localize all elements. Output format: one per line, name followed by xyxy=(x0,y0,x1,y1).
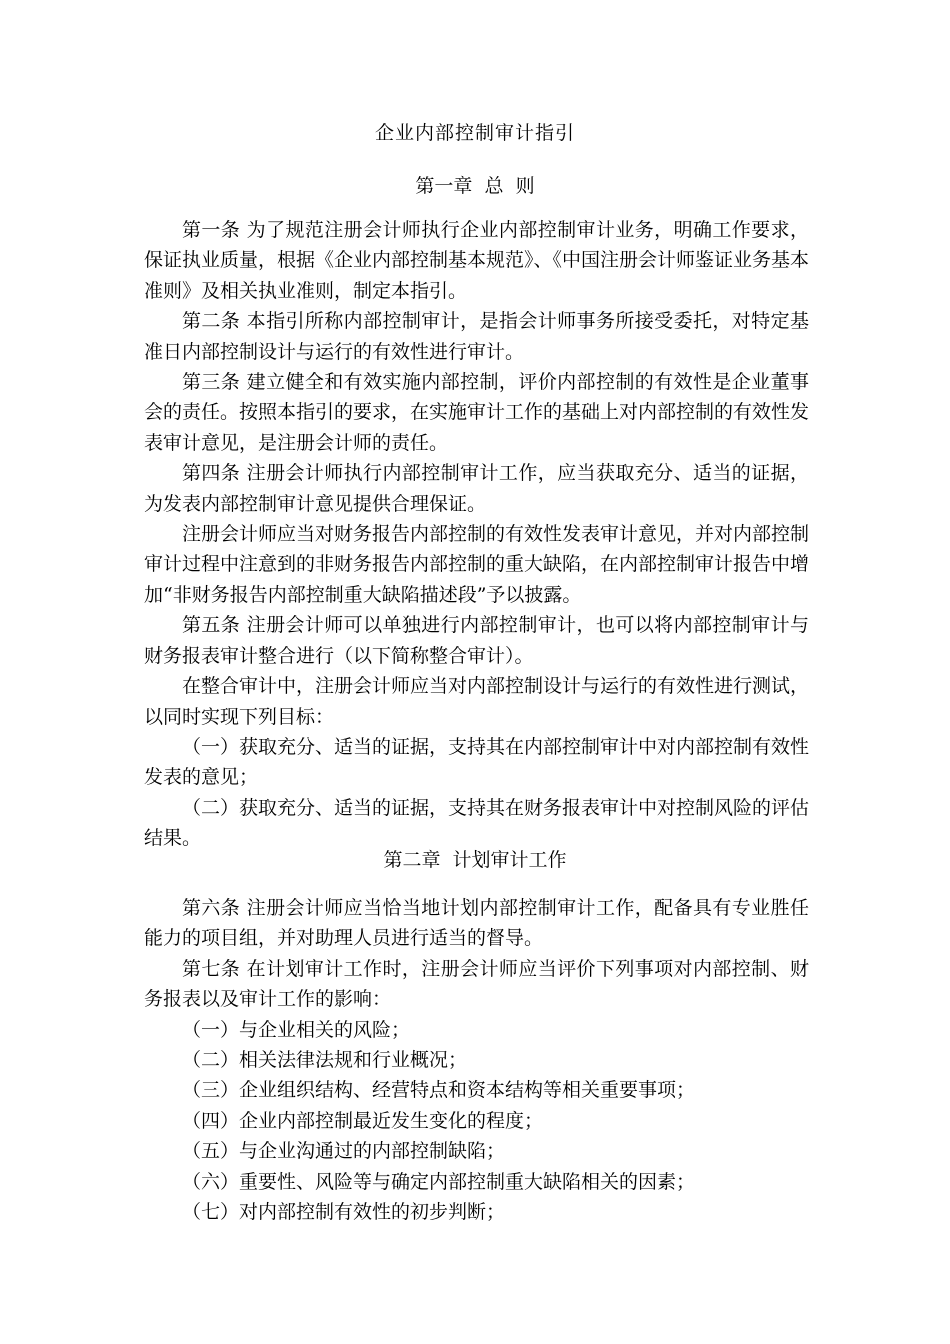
objective-item-1: （一）获取充分、适当的证据，支持其在内部控制审计中对内部控制有效性发表的意见； xyxy=(144,735,810,789)
planning-item-2: （二）相关法律法规和行业概况； xyxy=(182,1049,468,1072)
article-5-continuation-paragraph: 在整合审计中，注册会计师应当对内部控制设计与运行的有效性进行测试，以同时实现下列目标： xyxy=(144,675,810,728)
planning-item-5: （五）与企业沟通过的内部控制缺陷； xyxy=(182,1140,506,1163)
article-5-paragraph: 第五条 注册会计师可以单独进行内部控制审计，也可以将内部控制审计与财务报表审计整合进行（以下简称整合审计）。 xyxy=(144,614,809,667)
article-6-paragraph: 第六条 注册会计师应当恰当地计划内部控制审计工作，配备具有专业胜任能力的项目组，并对助理人员进行适当的督导。 xyxy=(144,897,809,950)
article-2-paragraph: 第二条 本指引所称内部控制审计，是指会计师事务所接受委托，对特定基准日内部控制设计与运行的有效性进行审计。 xyxy=(144,310,809,363)
chapter-1-heading: 第一章 总 则 xyxy=(415,175,535,197)
planning-item-7: （七）对内部控制有效性的初步判断； xyxy=(182,1201,506,1224)
chapter-1-body xyxy=(144,215,809,854)
planning-item-1: （一）与企业相关的风险； xyxy=(182,1018,411,1041)
article-4-paragraph: 第四条 注册会计师执行内部控制审计工作，应当获取充分、适当的证据，为发表内部控制审计意见提供合理保证。 xyxy=(144,462,809,515)
document-title: 企业内部控制审计指引 xyxy=(374,122,575,144)
article-1-paragraph: 第一条 为了规范注册会计师执行企业内部控制审计业务，明确工作要求，保证执业质量，根据《企业内部控制基本规范》、《中国注册会计师鉴证业务基本准则》及相关执业准则，制定本指引。 xyxy=(144,219,810,302)
article-3-paragraph: 第三条 建立健全和有效实施内部控制，评价内部控制的有效性是企业董事会的责任。按照本指引的要求，在实施审计工作的基础上对内部控制的有效性发表审计意见，是注册会计师的责任。 xyxy=(144,371,810,454)
planning-item-4: （四）企业内部控制最近发生变化的程度； xyxy=(182,1109,544,1132)
chapter-2-heading: 第二章 计划审计工作 xyxy=(383,849,567,871)
objective-item-2: （二）获取充分、适当的证据，支持其在财务报表审计中对控制风险的评估结果。 xyxy=(144,796,810,850)
article-4-continuation-paragraph: 注册会计师应当对财务报告内部控制的有效性发表审计意见，并对内部控制审计过程中注意到的非财务报告内部控制的重大缺陷，在内部控制审计报告中增加“非财务报告内部控制重大缺陷描述段”予以披露。 xyxy=(144,523,810,606)
planning-item-3: （三）企业组织结构、经营特点和资本结构等相关重要事项； xyxy=(182,1079,696,1102)
article-7-paragraph: 第七条 在计划审计工作时，注册会计师应当评价下列事项对内部控制、财务报表以及审计工作的影响： xyxy=(144,957,809,1011)
chapter-2-body xyxy=(144,893,809,1227)
planning-item-6: （六）重要性、风险等与确定内部控制重大缺陷相关的因素； xyxy=(182,1170,696,1193)
